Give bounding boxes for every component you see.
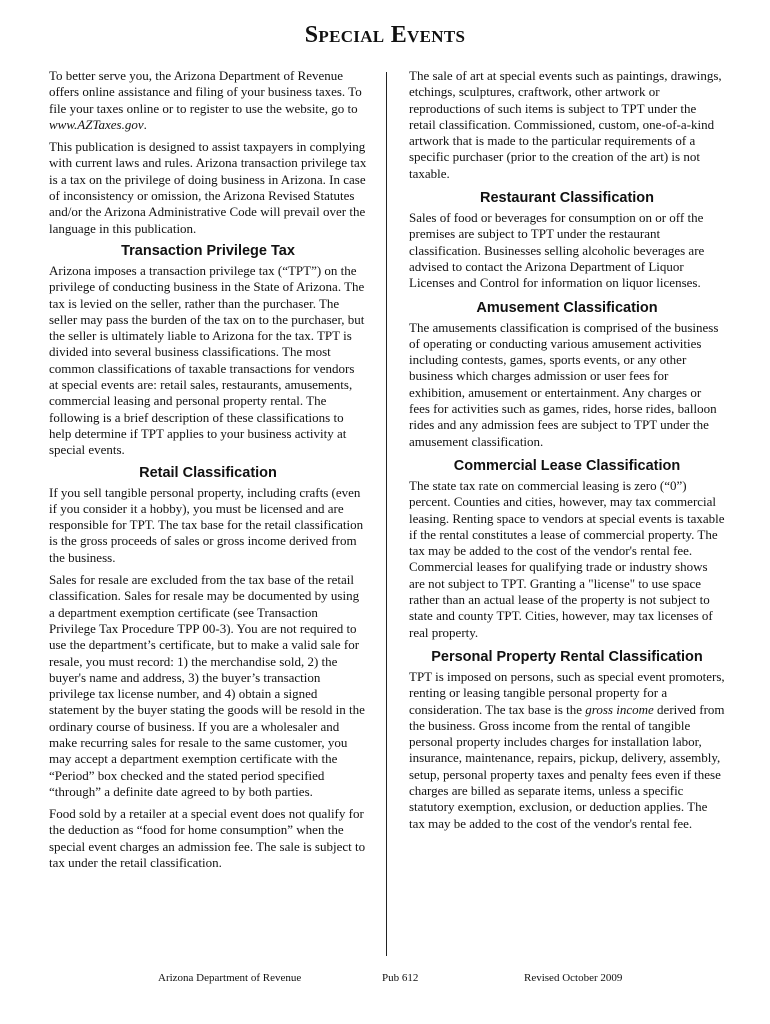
footer-department: Arizona Department of Revenue xyxy=(158,972,302,984)
column-divider xyxy=(386,72,387,956)
retail-paragraph-3: Food sold by a retailer at a special event does not qualify for the deduction as “food for home consumption” when the special event charges an admission fee. The sale is subject to tax under the retail classification. xyxy=(49,806,366,871)
footer-revision-date: Revised October 2009 xyxy=(524,972,623,984)
page-title: Special Events xyxy=(304,22,466,48)
section-heading-tpt: Transaction Privilege Tax xyxy=(121,242,295,259)
retail-paragraph-1: If you sell tangible personal property, including crafts (even if you consider it a hobby), you must be licensed and are responsible for TPT. The tax base for the retail classification is the gross proceeds of sales or gross income derived from the business. xyxy=(49,484,364,565)
section-heading-personal-property-rental: Personal Property Rental Classification xyxy=(431,648,703,665)
tpt-paragraph: Arizona imposes a transaction privilege tax (“TPT”) on the privilege of conducting business in the State of Arizona. The tax is levied on the seller, rather than the purchaser. The seller may pass the burden of the tax on to the purchaser, but the seller is ultimately liable to Arizona for the tax. TPT is divided into several business classifications. The most common classifications of taxable transactions for vendors at special events are: retail sales, restaurants, amusements, commercial leasing and personal property rental. The following is a brief description of these classifications to help determine if TPT applies to your business activity at special events. xyxy=(49,262,365,458)
footer-publication-number: Pub 612 xyxy=(382,972,419,984)
publication-purpose-paragraph: This publication is designed to assist taxpayers in complying with current laws and rules. Arizona transaction privilege tax is a tax on the privilege of doing business in Arizona. In case of inconsistency or omission, the Arizona Revised Statutes and/or the Arizona Administrative Code will prevail over the language in this publication. xyxy=(49,139,367,236)
amusement-paragraph: The amusements classification is comprised of the business of operating or conducting various amusement activities including contests, games, sports events, or any other business which charges admission or user fees for exhibition, amusement or entertainment. Any charges or fees for activities such as games, rides, horse rides, balloon rides and any admission fees are subject to TPT under the amusement classification. xyxy=(409,319,719,449)
section-heading-restaurant: Restaurant Classification xyxy=(479,190,655,207)
restaurant-paragraph: Sales of food or beverages for consumption on or off the premises are subject to TPT under the restaurant classification. Businesses selling alcoholic beverages are advised to contact the Arizona Department of Liquor Licenses and Control for information on liquor licenses. xyxy=(409,210,705,291)
intro-paragraph xyxy=(49,68,367,133)
personal-property-rental-paragraph xyxy=(409,669,725,832)
rental-text: TPT is imposed on persons, such as special event promoters, renting or leasing tangible personal property for a consideration. The tax base is the xyxy=(409,668,725,717)
intro-text: To better serve you, the Arizona Department of Revenue offers online assistance and filing of your business taxes. To file your taxes online or to register to use the website, go to xyxy=(49,68,362,116)
gross-income-term: gross income xyxy=(585,701,654,717)
commercial-lease-paragraph: The state tax rate on commercial leasing is zero (“0”) percent. Counties and cities, however, may tax commercial leasing. Renting space to vendors at special events is taxable if the rental constitutes a lease of commercial property. The tax may be added to the cost of the vendor's rental fee. Commercial leases for qualifying trade or industry shows are not subject to TPT. Granting a "license" to use space rather than an actual lease of the property is not subject to state and county TPT. Cities, however, may tax licenses of real property. xyxy=(409,477,725,640)
retail-paragraph-2: Sales for resale are excluded from the tax base of the retail classification. Sales for resale may be documented by using a department exemption certificate (see Transaction Privilege Tax Procedure TPP 00-3). You are not required to use the department’s certificate, but to make a valid sale for resale, you must record: 1) the merchandise sold, 2) the buyer's name and address, 3) the buyer’s transaction privilege tax license number, and 4) obtain a signed statement by the buyer stating the goods will be resold in the ordinary course of business. If you are a wholesaler and make recurring sales for resale to the same customer, you may accept a department exemption certificate with the “Period” box checked and the stated period specified “through” a definite date agreed to by both parties. xyxy=(49,572,365,799)
right-column xyxy=(409,68,725,838)
intro-text-end: . xyxy=(143,116,147,132)
rental-text-end: derived from the business. Gross income from the rental of tangible personal property includes charges for installation labor, insurance, maintenance, repairs, pickup, delivery, assembly, setup, personal property taxes and penalty fees even if these charges are billed as separate items, unless a specific statutory exemption, exclusion, or deduction applies. The tax may be added to the cost of the vendor's rental fee. xyxy=(409,701,725,831)
section-heading-amusement: Amusement Classification xyxy=(476,299,658,316)
section-heading-commercial-lease: Commercial Lease Classification xyxy=(453,457,681,474)
section-heading-retail: Retail Classification xyxy=(139,464,277,481)
website-link[interactable]: www.AZTaxes.gov xyxy=(49,116,144,132)
left-column xyxy=(49,68,367,877)
art-paragraph: The sale of art at special events such as paintings, drawings, etchings, sculptures, craftwork, other artwork or reproductions of such items is subject to TPT under the retail classification. Commissioned, custom, one-of-a-kind artwork that is made to the particular requirements of a specific purchaser (prior to the creation of the art) is not taxable. xyxy=(409,68,722,181)
